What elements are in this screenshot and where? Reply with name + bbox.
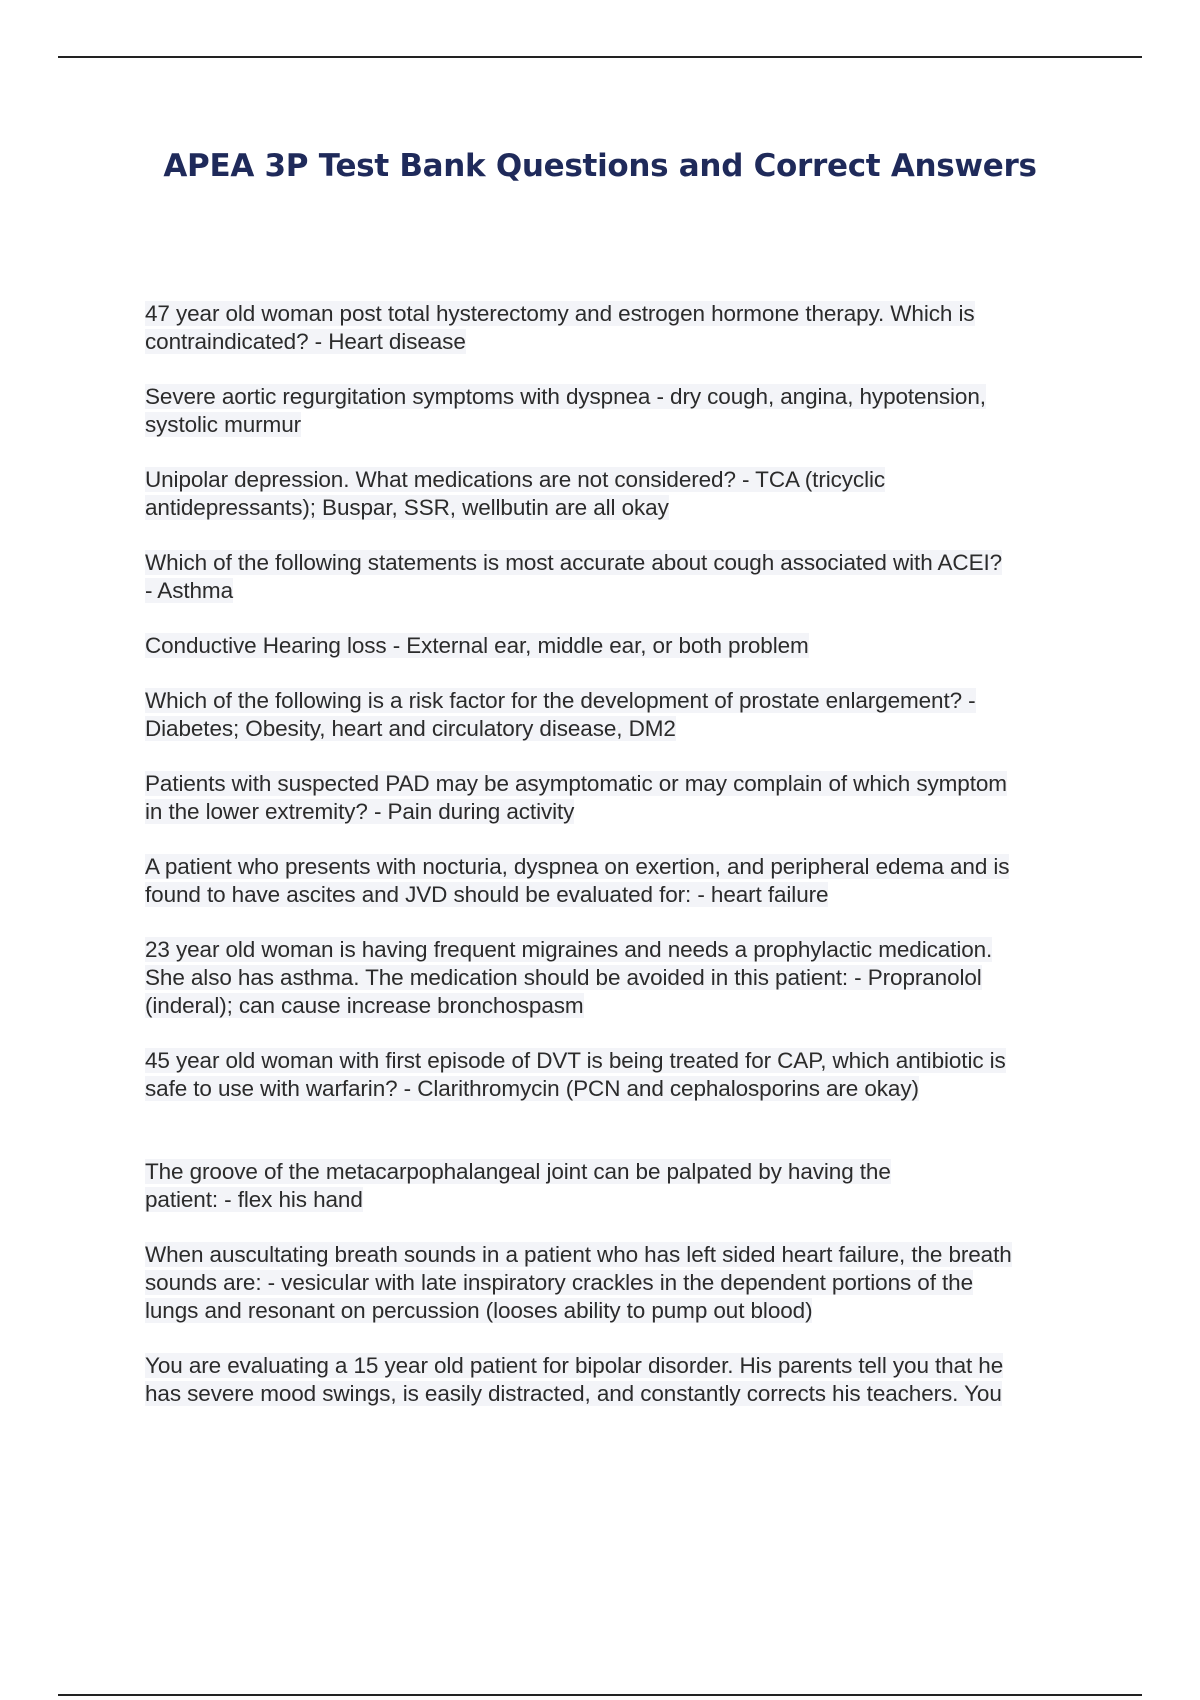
top-divider: [58, 56, 1142, 58]
qa-line: She also has asthma. The medication should be avoided in this patient: - Propranolol: [145, 965, 982, 990]
qa-line: 45 year old woman with first episode of DVT is being treated for CAP, which antibiotic is: [145, 1048, 1006, 1073]
qa-item: [145, 466, 1090, 522]
qa-line: has severe mood swings, is easily distracted, and constantly corrects his teachers. You: [145, 1381, 1002, 1406]
qa-line: lungs and resonant on percussion (looses ability to pump out blood): [145, 1298, 813, 1323]
qa-line: sounds are: - vesicular with late inspiratory crackles in the dependent portions of the: [145, 1270, 973, 1295]
qa-line: in the lower extremity? - Pain during activity: [145, 799, 575, 824]
qa-line: Patients with suspected PAD may be asymptomatic or may complain of which symptom: [145, 771, 1007, 796]
qa-line: Unipolar depression. What medications are not considered? - TCA (tricyclic: [145, 467, 886, 492]
qa-line: A patient who presents with nocturia, dyspnea on exertion, and peripheral edema and is: [145, 854, 1010, 879]
qa-line: (inderal); can cause increase bronchospasm: [145, 993, 584, 1018]
qa-line: The groove of the metacarpophalangeal joint can be palpated by having the: [145, 1159, 891, 1184]
qa-list: [145, 300, 1090, 1435]
qa-item: [145, 383, 1090, 439]
qa-line: - Asthma: [145, 578, 233, 603]
qa-line: found to have ascites and JVD should be evaluated for: - heart failure: [145, 882, 829, 907]
qa-line: When auscultating breath sounds in a patient who has left sided heart failure, the breath: [145, 1242, 1012, 1267]
qa-item: [145, 632, 1090, 660]
qa-item: [145, 1158, 1090, 1214]
qa-item: [145, 549, 1090, 605]
document-title: APEA 3P Test Bank Questions and Correct Answers: [163, 148, 1037, 184]
qa-line: Diabetes; Obesity, heart and circulatory disease, DM2: [145, 716, 676, 741]
qa-line: patient: - flex his hand: [145, 1187, 363, 1212]
qa-item: [145, 853, 1090, 909]
qa-item: [145, 1352, 1090, 1408]
qa-line: Severe aortic regurgitation symptoms with dyspnea - dry cough, angina, hypotension,: [145, 384, 986, 409]
qa-line: You are evaluating a 15 year old patient for bipolar disorder. His parents tell you that he: [145, 1353, 1004, 1378]
qa-item: [145, 687, 1090, 743]
qa-line: antidepressants); Buspar, SSR, wellbutin are all okay: [145, 495, 669, 520]
qa-item: [145, 300, 1090, 356]
qa-item: [145, 770, 1090, 826]
qa-line: 47 year old woman post total hysterectomy and estrogen hormone therapy. Which is: [145, 301, 975, 326]
qa-line: Conductive Hearing loss - External ear, middle ear, or both problem: [145, 633, 809, 658]
qa-item: [145, 1241, 1090, 1325]
qa-line: Which of the following is a risk factor for the development of prostate enlargement? -: [145, 688, 976, 713]
qa-line: safe to use with warfarin? - Clarithromycin (PCN and cephalosporins are okay): [145, 1076, 919, 1101]
qa-line: contraindicated? - Heart disease: [145, 329, 466, 354]
qa-line: 23 year old woman is having frequent migraines and needs a prophylactic medication.: [145, 937, 993, 962]
bottom-divider: [58, 1694, 1142, 1696]
qa-line: systolic murmur: [145, 412, 302, 437]
qa-item: [145, 936, 1090, 1020]
qa-line: Which of the following statements is most accurate about cough associated with ACEI?: [145, 550, 1003, 575]
qa-item: [145, 1047, 1090, 1103]
